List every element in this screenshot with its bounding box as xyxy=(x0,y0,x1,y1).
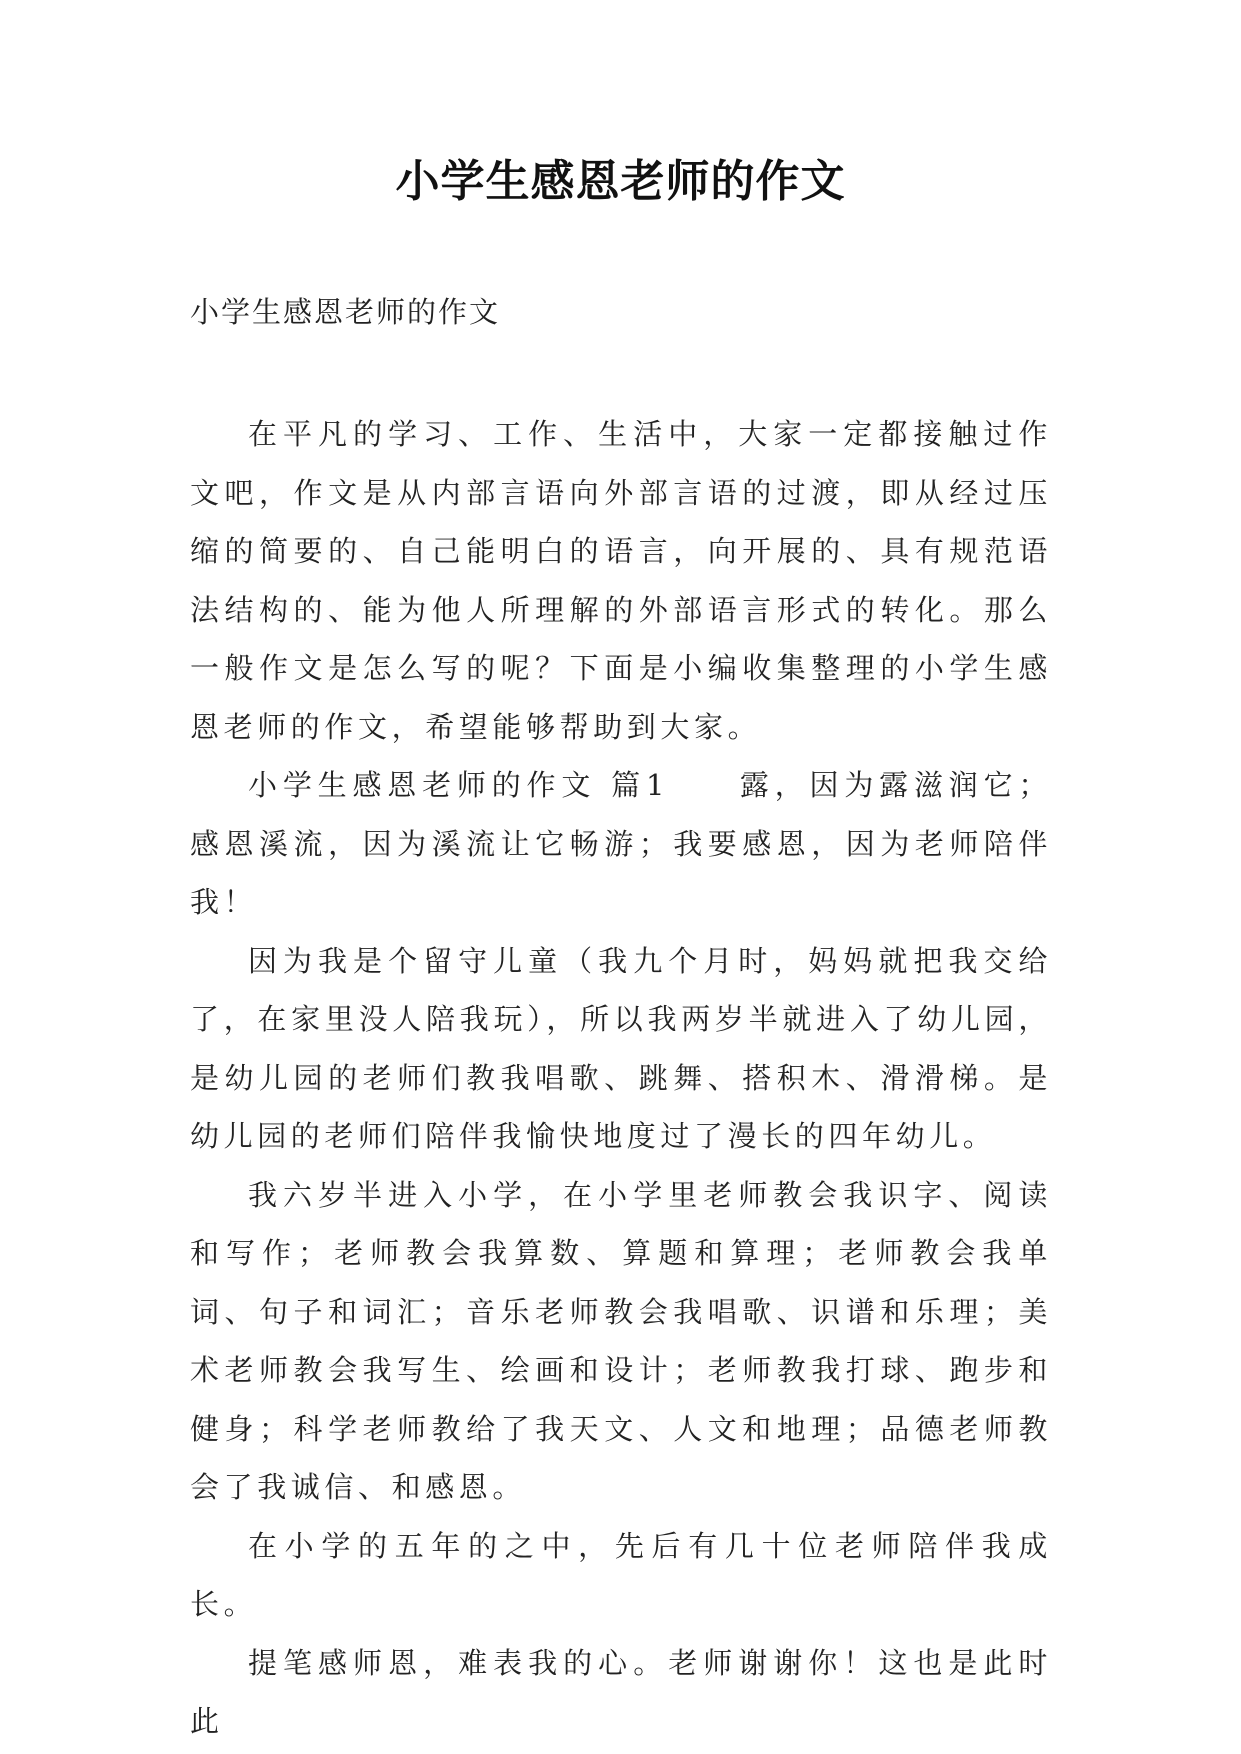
paragraph-intro: 在平凡的学习、工作、生活中，大家一定都接触过作文吧，作文是从内部言语向外部言语的过渡，即从经过压缩的简要的、自己能明白的语言，向开展的、具有规范语法结构的、能为他人所理解的外部语言形式的转化。那么一般作文是怎么写的呢？下面是小编收集整理的小学生感恩老师的作文，希望能够帮助到大家。 xyxy=(190,417,1052,744)
paragraph-primary-school: 我六岁半进入小学，在小学里老师教会我识字、阅读和写作；老师教会我算数、算题和算理；老师教会我单词、句子和词汇；音乐老师教会我唱歌、识谱和乐理；美术老师教会我写生、绘画和设计；老师教我打球、跑步和健身；科学老师教给了我天文、人文和地理；品德老师教会了我诚信、和感恩。 xyxy=(190,1177,1052,1504)
paragraph-article-1-opening: 小学生感恩老师的作文 篇1 露，因为露滋润它；感恩溪流，因为溪流让它畅游；我要感恩，因为老师陪伴我！ xyxy=(190,768,1052,919)
document-body xyxy=(190,405,1052,1751)
paragraph-kindergarten: 因为我是个留守儿童（我九个月时，妈妈就把我交给了，在家里没人陪我玩），所以我两岁半就进入了幼儿园，是幼儿园的老师们教我唱歌、跳舞、搭积木、滑滑梯。是幼儿园的老师们陪伴我愉快地度过了漫长的四年幼儿。 xyxy=(190,943,1052,1153)
paragraph-closing: 提笔感师恩，难表我的心。老师谢谢你！这也是此时此 xyxy=(190,1645,1052,1738)
document-subtitle: 小学生感恩老师的作文 xyxy=(190,295,501,329)
paragraph-five-years: 在小学的五年的之中，先后有几十位老师陪伴我成长。 xyxy=(190,1528,1052,1621)
document-title: 小学生感恩老师的作文 xyxy=(395,156,846,207)
